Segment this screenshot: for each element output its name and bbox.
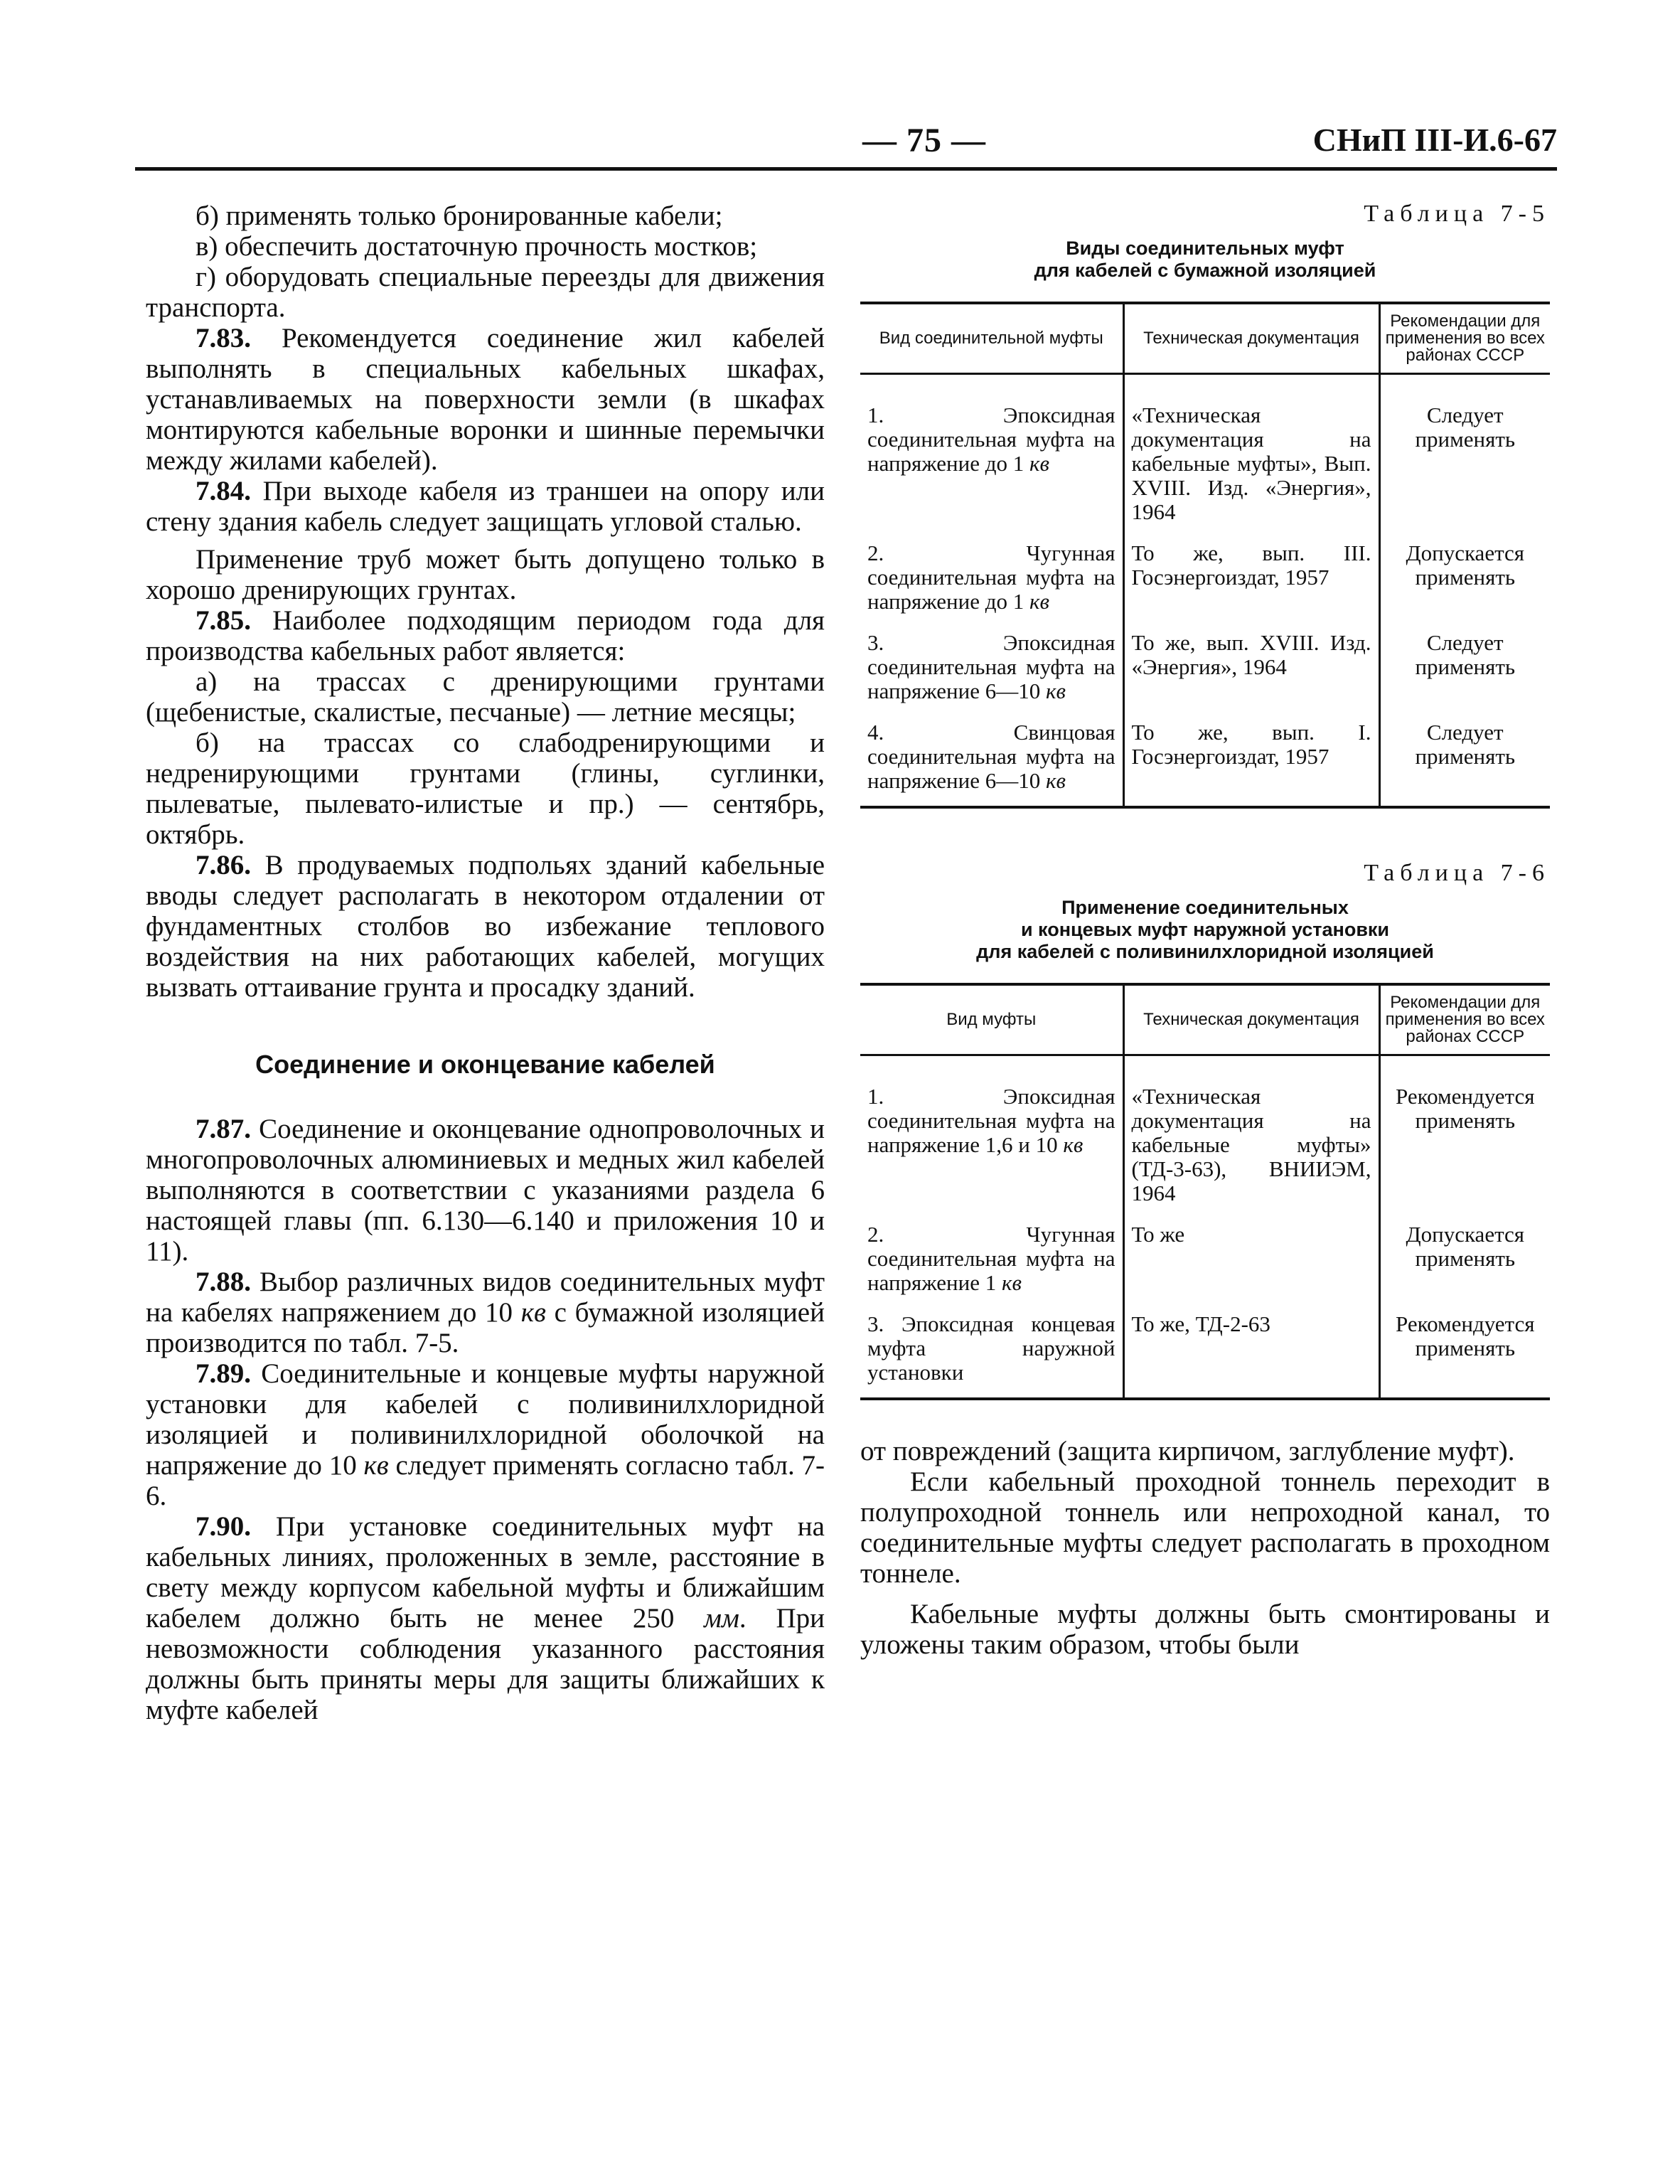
table-cell: «Техническая документация на кабельные муфты», Вып. XVIII. Изд. «Энергия», 1964	[1123, 374, 1379, 538]
table-cell: «Техническая документация на кабельные муфты» (ТД-3-63), ВНИИЭМ, 1964	[1123, 1055, 1379, 1219]
table-header-row	[860, 984, 1550, 1055]
table-cell: То же, ТД-2-63	[1123, 1308, 1379, 1399]
paragraph: Если кабельный проходной тоннель переходит в полупроходной тоннель или непроходной канал, то соединительные муфты следует располагать в проходном тоннеле.	[860, 1466, 1550, 1589]
clause-text: Наиболее подходящим периодом года для производства кабельных работ является:	[146, 605, 825, 666]
table-cell: То же, вып. III. Госэнергоиздат, 1957	[1123, 537, 1379, 627]
cell-text: 2. Чугунная соединительная муфта на напряжение до 1	[867, 540, 1115, 614]
paragraph-7-83	[146, 323, 825, 476]
paragraph: б) применять только бронированные кабели;	[196, 201, 723, 231]
paragraph: в) обеспечить достаточную прочность мостков;	[196, 231, 758, 262]
page-number: — 75 —	[862, 122, 986, 159]
clause-text: При выходе кабеля из траншеи на опору или стену здания кабель следует защищать угловой сталью.	[146, 476, 825, 537]
paragraph-7-85	[146, 605, 825, 666]
column-header: Рекомендации для применения во всех районах СССР	[1379, 984, 1550, 1055]
clause-number: 7.85.	[196, 605, 251, 636]
paragraph: от повреждений (защита кирпичом, заглубление муфт).	[860, 1436, 1515, 1466]
table-cell	[860, 1055, 1123, 1219]
clause-number: 7.88.	[196, 1267, 251, 1297]
column-header: Техническая документация	[1123, 984, 1379, 1055]
column-header: Техническая документация	[1123, 303, 1379, 374]
paragraph: Применение труб может быть допущено только в хорошо дренирующих грунтах.	[146, 544, 825, 605]
table-title-line: для кабелей с бумажной изоляцией	[1034, 260, 1376, 281]
clause-number: 7.90.	[196, 1511, 251, 1542]
left-column	[146, 201, 825, 1725]
cell-text: 4. Свинцовая соединительная муфта на напряжение 6—10	[867, 720, 1115, 793]
unit-label: мм	[704, 1603, 739, 1634]
table-cell: Рекомендуется применять	[1379, 1055, 1550, 1219]
table-row	[860, 627, 1550, 716]
unit-label: кв	[1046, 678, 1066, 703]
table-row	[860, 374, 1550, 538]
paragraph: г) оборудовать специальные переезды для движения транспорта.	[146, 262, 825, 323]
clause-text: Соединительные и концевые муфты наружной установки для кабелей с поливинилхлоридной изоляцией и поливинилхлоридной оболочкой на напряжение до 10	[146, 1358, 825, 1481]
clause-number: 7.86.	[196, 850, 251, 880]
table-cell	[860, 374, 1123, 538]
table-cell	[860, 1218, 1123, 1308]
clause-text: Выбор различных видов соединительных муфт на кабелях напряжением до 10	[146, 1267, 825, 1328]
table-7-6	[860, 983, 1550, 1400]
table-cell: Следует применять	[1379, 627, 1550, 716]
table-row	[860, 1055, 1550, 1219]
clause-text: с бумажной изоляцией производится по табл. 7-5.	[146, 1297, 825, 1358]
table-cell	[860, 716, 1123, 807]
cell-text: 3. Эпоксидная соединительная муфта на напряжение 6—10	[867, 630, 1115, 703]
paragraph-7-88	[146, 1267, 825, 1358]
running-head	[135, 121, 1557, 171]
table-cell: То же, вып. I. Госэнергоиздат, 1957	[1123, 716, 1379, 807]
cell-text: 1. Эпоксидная соединительная муфта на напряжение 1,6 и 10	[867, 1084, 1115, 1157]
right-column	[860, 201, 1550, 1660]
table-cell: То же, вып. XVIII. Изд. «Энергия», 1964	[1123, 627, 1379, 716]
table-title-line: Виды соединительных муфт	[1066, 238, 1344, 259]
unit-label: кв	[520, 1297, 546, 1328]
paragraph-7-90	[146, 1511, 825, 1725]
cell-text: 3. Эпоксидная концевая муфта наружной установки	[867, 1311, 1115, 1385]
table-cell	[860, 537, 1123, 627]
unit-label: кв	[1029, 451, 1049, 476]
clause-number: 7.84.	[196, 476, 251, 506]
column-header: Рекомендации для применения во всех районах СССР	[1379, 303, 1550, 374]
table-title-line: Применение соединительных	[1061, 897, 1349, 918]
table-cell: То же	[1123, 1218, 1379, 1308]
clause-number: 7.87.	[196, 1114, 251, 1144]
clause-text: . При невозможности соблюдения указанного расстояния должны быть приняты меры для защиты ближайших к муфте кабелей	[146, 1603, 825, 1725]
table-cell: Рекомендуется применять	[1379, 1308, 1550, 1399]
cell-text: 1. Эпоксидная соединительная муфта на напряжение до 1	[867, 403, 1115, 476]
paragraph-7-86	[146, 850, 825, 1003]
table-cell	[860, 627, 1123, 716]
table-header-row	[860, 303, 1550, 374]
table-7-5-block	[860, 201, 1550, 809]
unit-label: кв	[363, 1450, 389, 1481]
paragraph-7-84	[146, 476, 825, 537]
column-header: Вид муфты	[860, 984, 1123, 1055]
clause-text: При установке соединительных муфт на кабельных линиях, проложенных в земле, расстояние в свету между корпусом кабельной муфты и ближайшим кабелем должно быть не менее 250	[146, 1511, 825, 1634]
table-7-5	[860, 302, 1550, 809]
paragraph: Кабельные муфты должны быть смонтированы и уложены таким образом, чтобы были	[860, 1599, 1550, 1660]
unit-label: кв	[1002, 1270, 1022, 1295]
cell-text: 2. Чугунная соединительная муфта на напряжение 1	[867, 1222, 1115, 1295]
table-title-line: и концевых муфт наружной установки	[1020, 919, 1390, 940]
unit-label: кв	[1029, 589, 1049, 614]
paragraph-7-87	[146, 1114, 825, 1267]
table-7-6-block	[860, 860, 1550, 1400]
clause-text: Соединение и оконцевание однопроволочных и многопроволочных алюминиевых и медных жил кабелей выполняются в соответствии с указаниями раздела 6 настоящей главы (пп. 6.130—6.140 и приложения 10 и 11).	[146, 1114, 825, 1267]
paragraph: б) на трассах со слабодренирующими и недренирующими грунтами (глины, суглинки, пылеватые, пылевато-илистые и пр.) — сентябрь, октябрь.	[146, 728, 825, 850]
clause-text: В продуваемых подпольях зданий кабельные вводы следует располагать в некотором отдалении от фундаментных столбов во избежание теплового воздействия на них работающих кабелей, могущих вызвать оттаивание грунта и просадку зданий.	[146, 850, 825, 1003]
paragraph-7-89	[146, 1358, 825, 1511]
header-rule	[135, 167, 1557, 171]
section-title: Соединение и оконцевание кабелей	[255, 1050, 715, 1079]
clause-number: 7.83.	[196, 323, 251, 353]
table-caption: Таблица 7-5	[1364, 201, 1550, 227]
table-cell: Следует применять	[1379, 374, 1550, 538]
table-cell	[860, 1308, 1123, 1399]
table-cell: Допускается применять	[1379, 537, 1550, 627]
unit-label: кв	[1046, 768, 1066, 793]
table-caption: Таблица 7-6	[1364, 860, 1550, 886]
table-title-line: для кабелей с поливинилхлоридной изоляцией	[976, 941, 1434, 962]
table-row	[860, 537, 1550, 627]
unit-label: кв	[1063, 1132, 1084, 1157]
continuation-text	[860, 1436, 1550, 1660]
document-code: СНиП III-И.6-67	[1312, 122, 1557, 158]
table-row	[860, 1218, 1550, 1308]
table-cell: Допускается применять	[1379, 1218, 1550, 1308]
table-title	[860, 238, 1550, 282]
table-row	[860, 1308, 1550, 1399]
table-row	[860, 716, 1550, 807]
clause-text: Рекомендуется соединение жил кабелей выполнять в специальных кабельных шкафах, устанавливаемых на поверхности земли (в шкафах монтируются кабельные воронки и шинные перемычки между жилами кабелей).	[146, 323, 825, 476]
column-header: Вид соединительной муфты	[860, 303, 1123, 374]
table-cell: Следует применять	[1379, 716, 1550, 807]
clause-text: следует применять согласно табл. 7-6.	[146, 1450, 825, 1511]
clause-number: 7.89.	[196, 1358, 251, 1389]
table-title	[860, 897, 1550, 963]
paragraph: а) на трассах с дренирующими грунтами (щебенистые, скалистые, песчаные) — летние месяцы;	[146, 666, 825, 728]
